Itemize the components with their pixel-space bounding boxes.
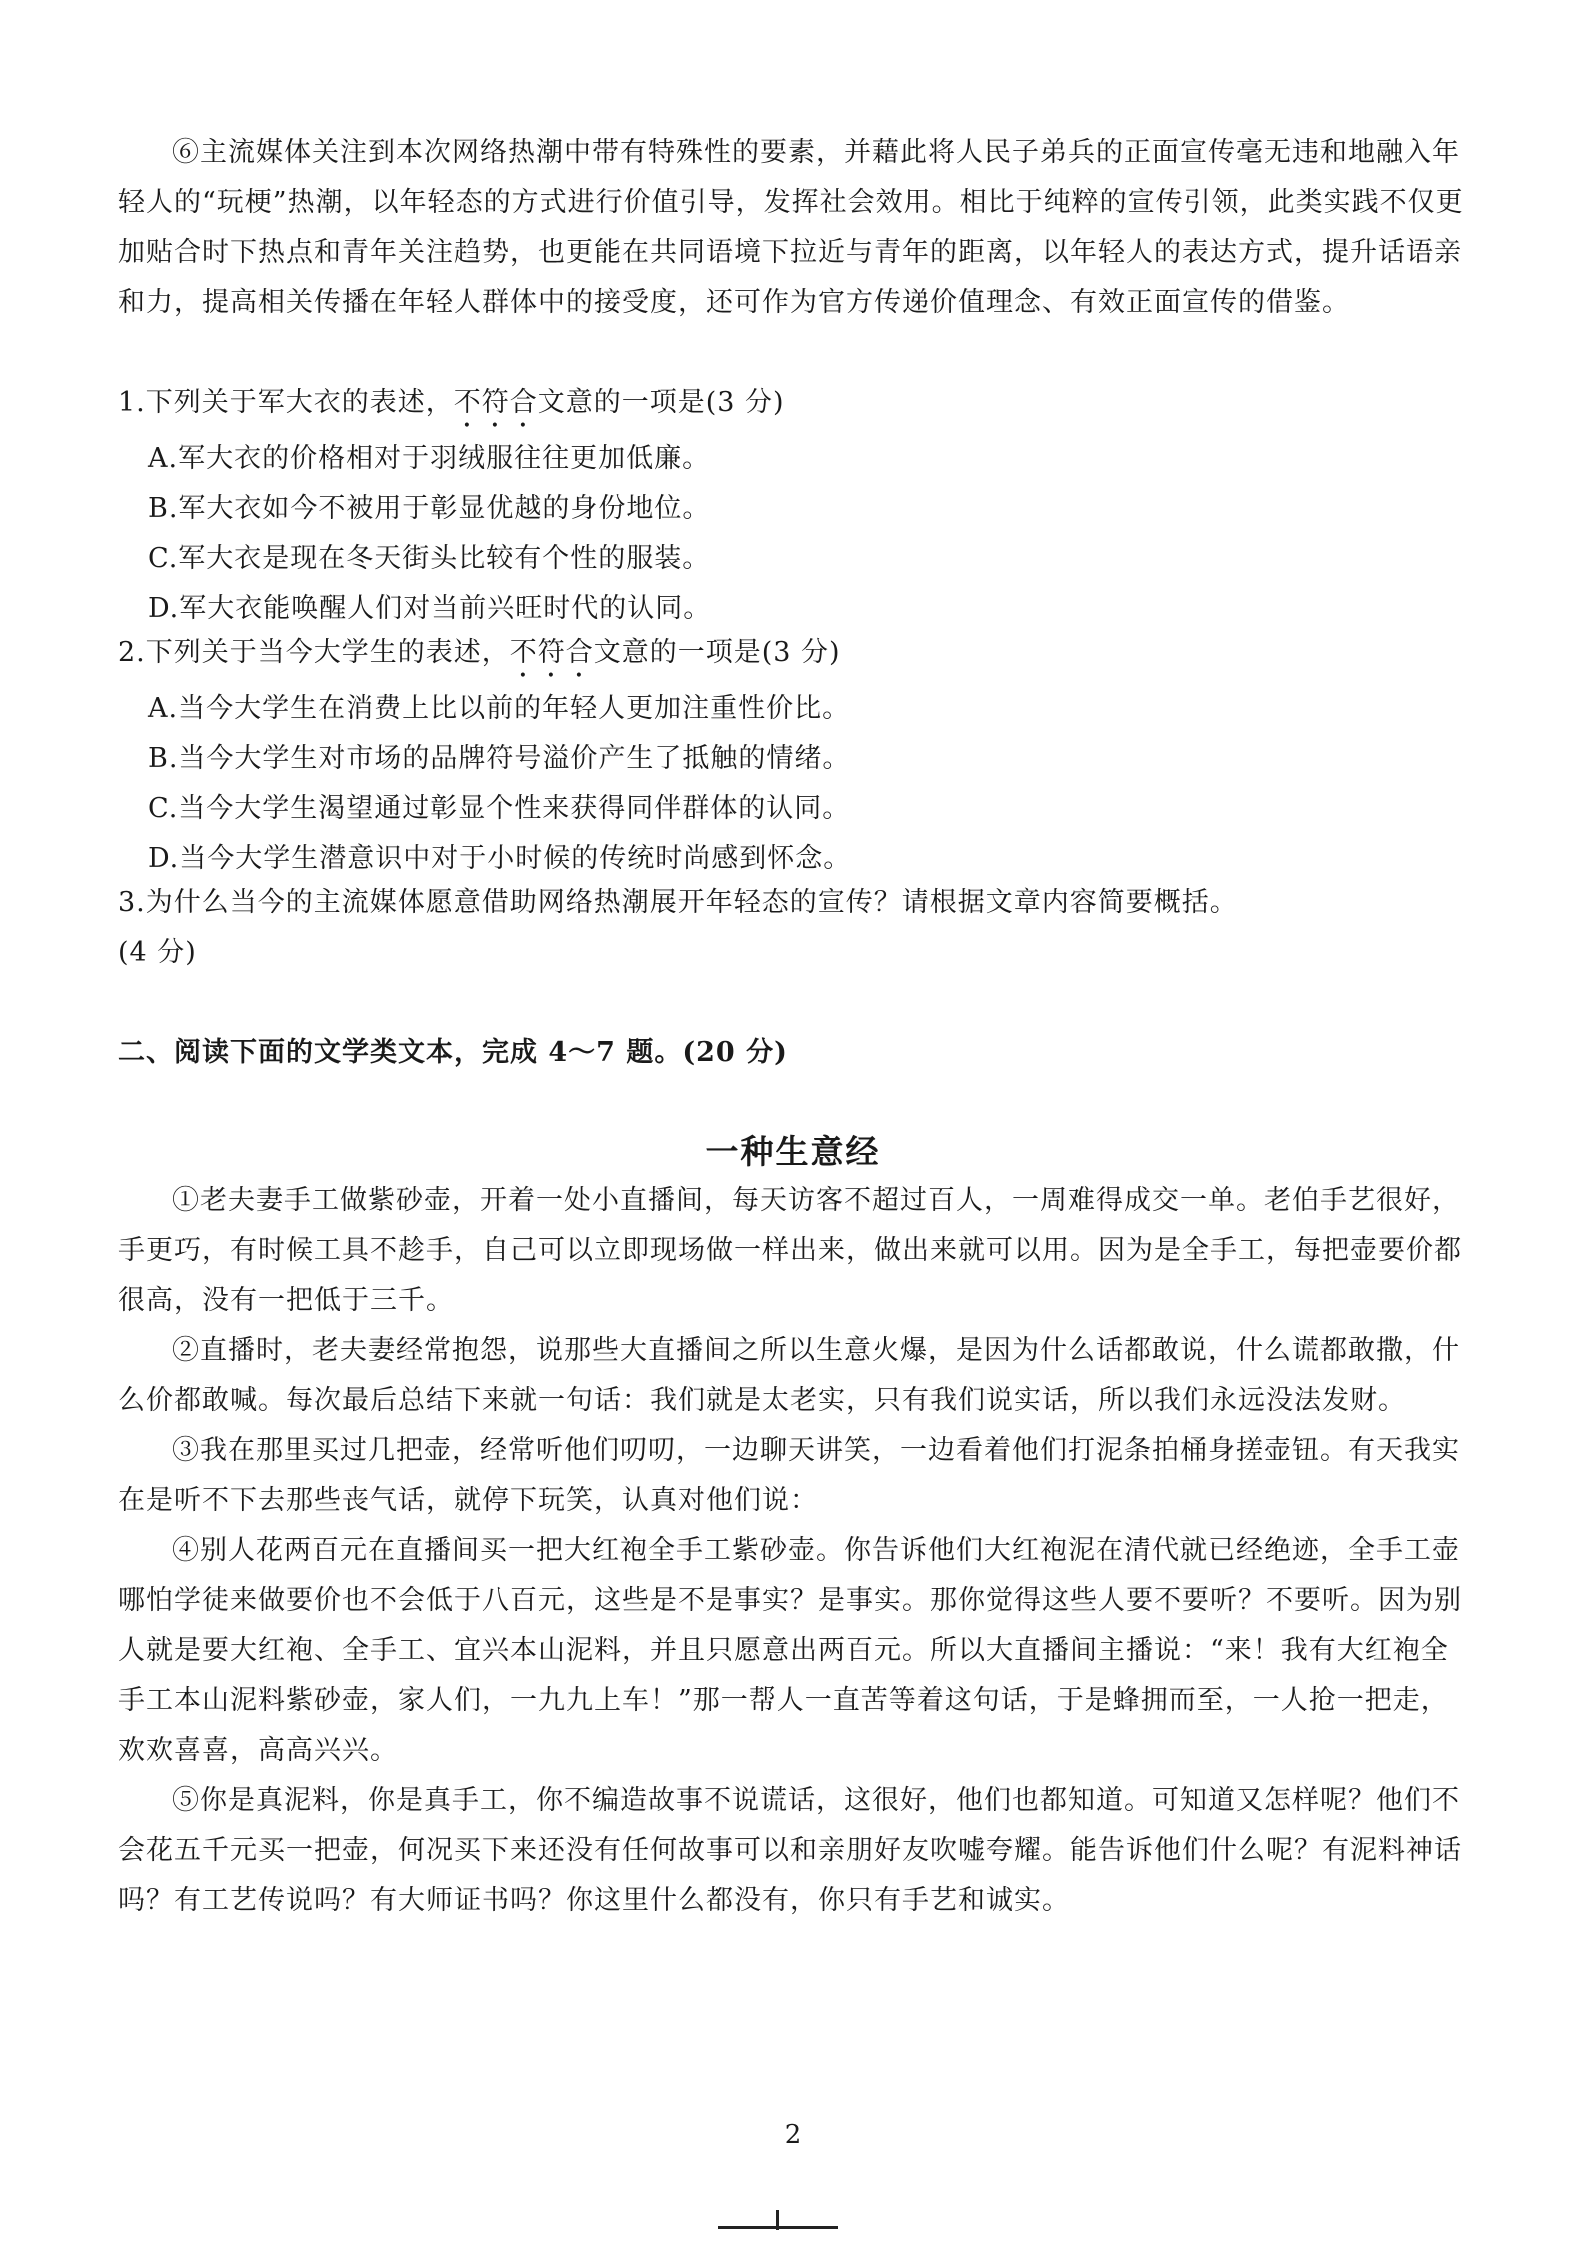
story-paragraph-1: ①老夫妻手工做紫砂壶，开着一处小直播间，每天访客不超过百人，一周难得成交一单。老伯手艺很好，手更巧，有时候工具不趁手，自己可以立即现场做一样出来，做出来就可以用。因为是全手工，每把壶要价都很高，没有一把低于三千。: [118, 1185, 1462, 1316]
question-2: [118, 628, 1470, 884]
question-2-option-a: A.当今大学生在消费上比以前的年轻人更加注重性价比。: [148, 693, 851, 724]
question-2-option-c: C.当今大学生渴望通过彰显个性来获得同伴群体的认同。: [148, 793, 851, 824]
passage-end: [118, 128, 1470, 328]
story-paragraph-5: ⑤你是真泥料，你是真手工，你不编造故事不说谎话，这很好，他们也都知道。可知道又怎样呢？他们不会花五千元买一把壶，何况买下来还没有任何故事可以和亲朋好友吹嘘夸耀。能告诉他们什么呢？有泥料神话吗？有工艺传说吗？有大师证书吗？你这里什么都没有，你只有手艺和诚实。: [118, 1785, 1462, 1916]
question-2-stem: [118, 628, 1470, 684]
question-1: [118, 378, 1470, 634]
question-2-stem-pre: 2.下列关于当今大学生的表述，: [118, 637, 510, 668]
question-1-emphasis: 不符合: [453, 387, 538, 418]
question-3-stem: 3.为什么当今的主流媒体愿意借助网络热潮展开年轻态的宣传？请根据文章内容简要概括。: [118, 887, 1238, 918]
question-3: [118, 878, 1470, 978]
question-1-option-c: C.军大衣是现在冬天街头比较有个性的服装。: [148, 543, 711, 574]
question-1-stem: [118, 378, 1470, 434]
question-2-option-b: B.当今大学生对市场的品牌符号溢价产生了抵触的情绪。: [148, 743, 851, 774]
section-2-heading-block: [118, 1028, 1470, 1078]
question-1-stem-post: 文意的一项是(3 分): [537, 387, 785, 418]
story-title: 一种生意经: [705, 1132, 881, 1171]
question-1-option-a: A.军大衣的价格相对于羽绒服往往更加低廉。: [148, 443, 711, 474]
paragraph-6: ⑥主流媒体关注到本次网络热潮中带有特殊性的要素，并藉此将人民子弟兵的正面宣传毫无违和地融入年轻人的“玩梗”热潮，以年轻态的方式进行价值引导，发挥社会效用。相比于纯粹的宣传引领，此类实践不仅更加贴合时下热点和青年关注趋势，也更能在共同语境下拉近与青年的距离，以年轻人的表达方式，提升话语亲和力，提高相关传播在年轻人群体中的接受度，还可作为官方传递价值理念、有效正面宣传的借鉴。: [118, 137, 1464, 318]
question-3-points: (4 分): [118, 937, 197, 968]
page-number: 2: [784, 2120, 802, 2150]
story-paragraph-3: ③我在那里买过几把壶，经常听他们叨叨，一边聊天讲笑，一边看着他们打泥条拍桶身搓壶钮。有天我实在是听不下去那些丧气话，就停下玩笑，认真对他们说：: [118, 1435, 1460, 1516]
section-2-heading: 二、阅读下面的文学类文本，完成 4～7 题。(20 分): [118, 1037, 788, 1068]
question-2-emphasis: 不符合: [509, 637, 594, 668]
story-paragraph-2: ②直播时，老夫妻经常抱怨，说那些大直播间之所以生意火爆，是因为什么话都敢说，什么谎都敢撒，什么价都敢喊。每次最后总结下来就一句话：我们就是太老实，只有我们说实话，所以我们永远没法发财。: [118, 1335, 1460, 1416]
question-1-option-b: B.军大衣如今不被用于彰显优越的身份地位。: [148, 493, 711, 524]
question-2-option-d: D.当今大学生潜意识中对于小时候的传统时尚感到怀念。: [148, 843, 852, 874]
story-body: [118, 1176, 1470, 1926]
question-1-stem-pre: 1.下列关于军大衣的表述，: [118, 387, 454, 418]
binding-mark-tick: [776, 2210, 779, 2230]
question-1-option-d: D.军大衣能唤醒人们对当前兴旺时代的认同。: [148, 593, 712, 624]
story-paragraph-4: ④别人花两百元在直播间买一把大红袍全手工紫砂壶。你告诉他们大红袍泥在清代就已经绝迹，全手工壶哪怕学徒来做要价也不会低于八百元，这些是不是事实？是事实。那你觉得这些人要不要听？不要听。因为别人就是要大红袍、全手工、宜兴本山泥料，并且只愿意出两百元。所以大直播间主播说：“来！我有大红袍全手工本山泥料紫砂壶，家人们，一九九上车！”那一帮人一直苦等着这句话，于是蜂拥而至，一人抢一把走，欢欢喜喜，高高兴兴。: [118, 1535, 1462, 1766]
question-2-stem-post: 文意的一项是(3 分): [593, 637, 841, 668]
